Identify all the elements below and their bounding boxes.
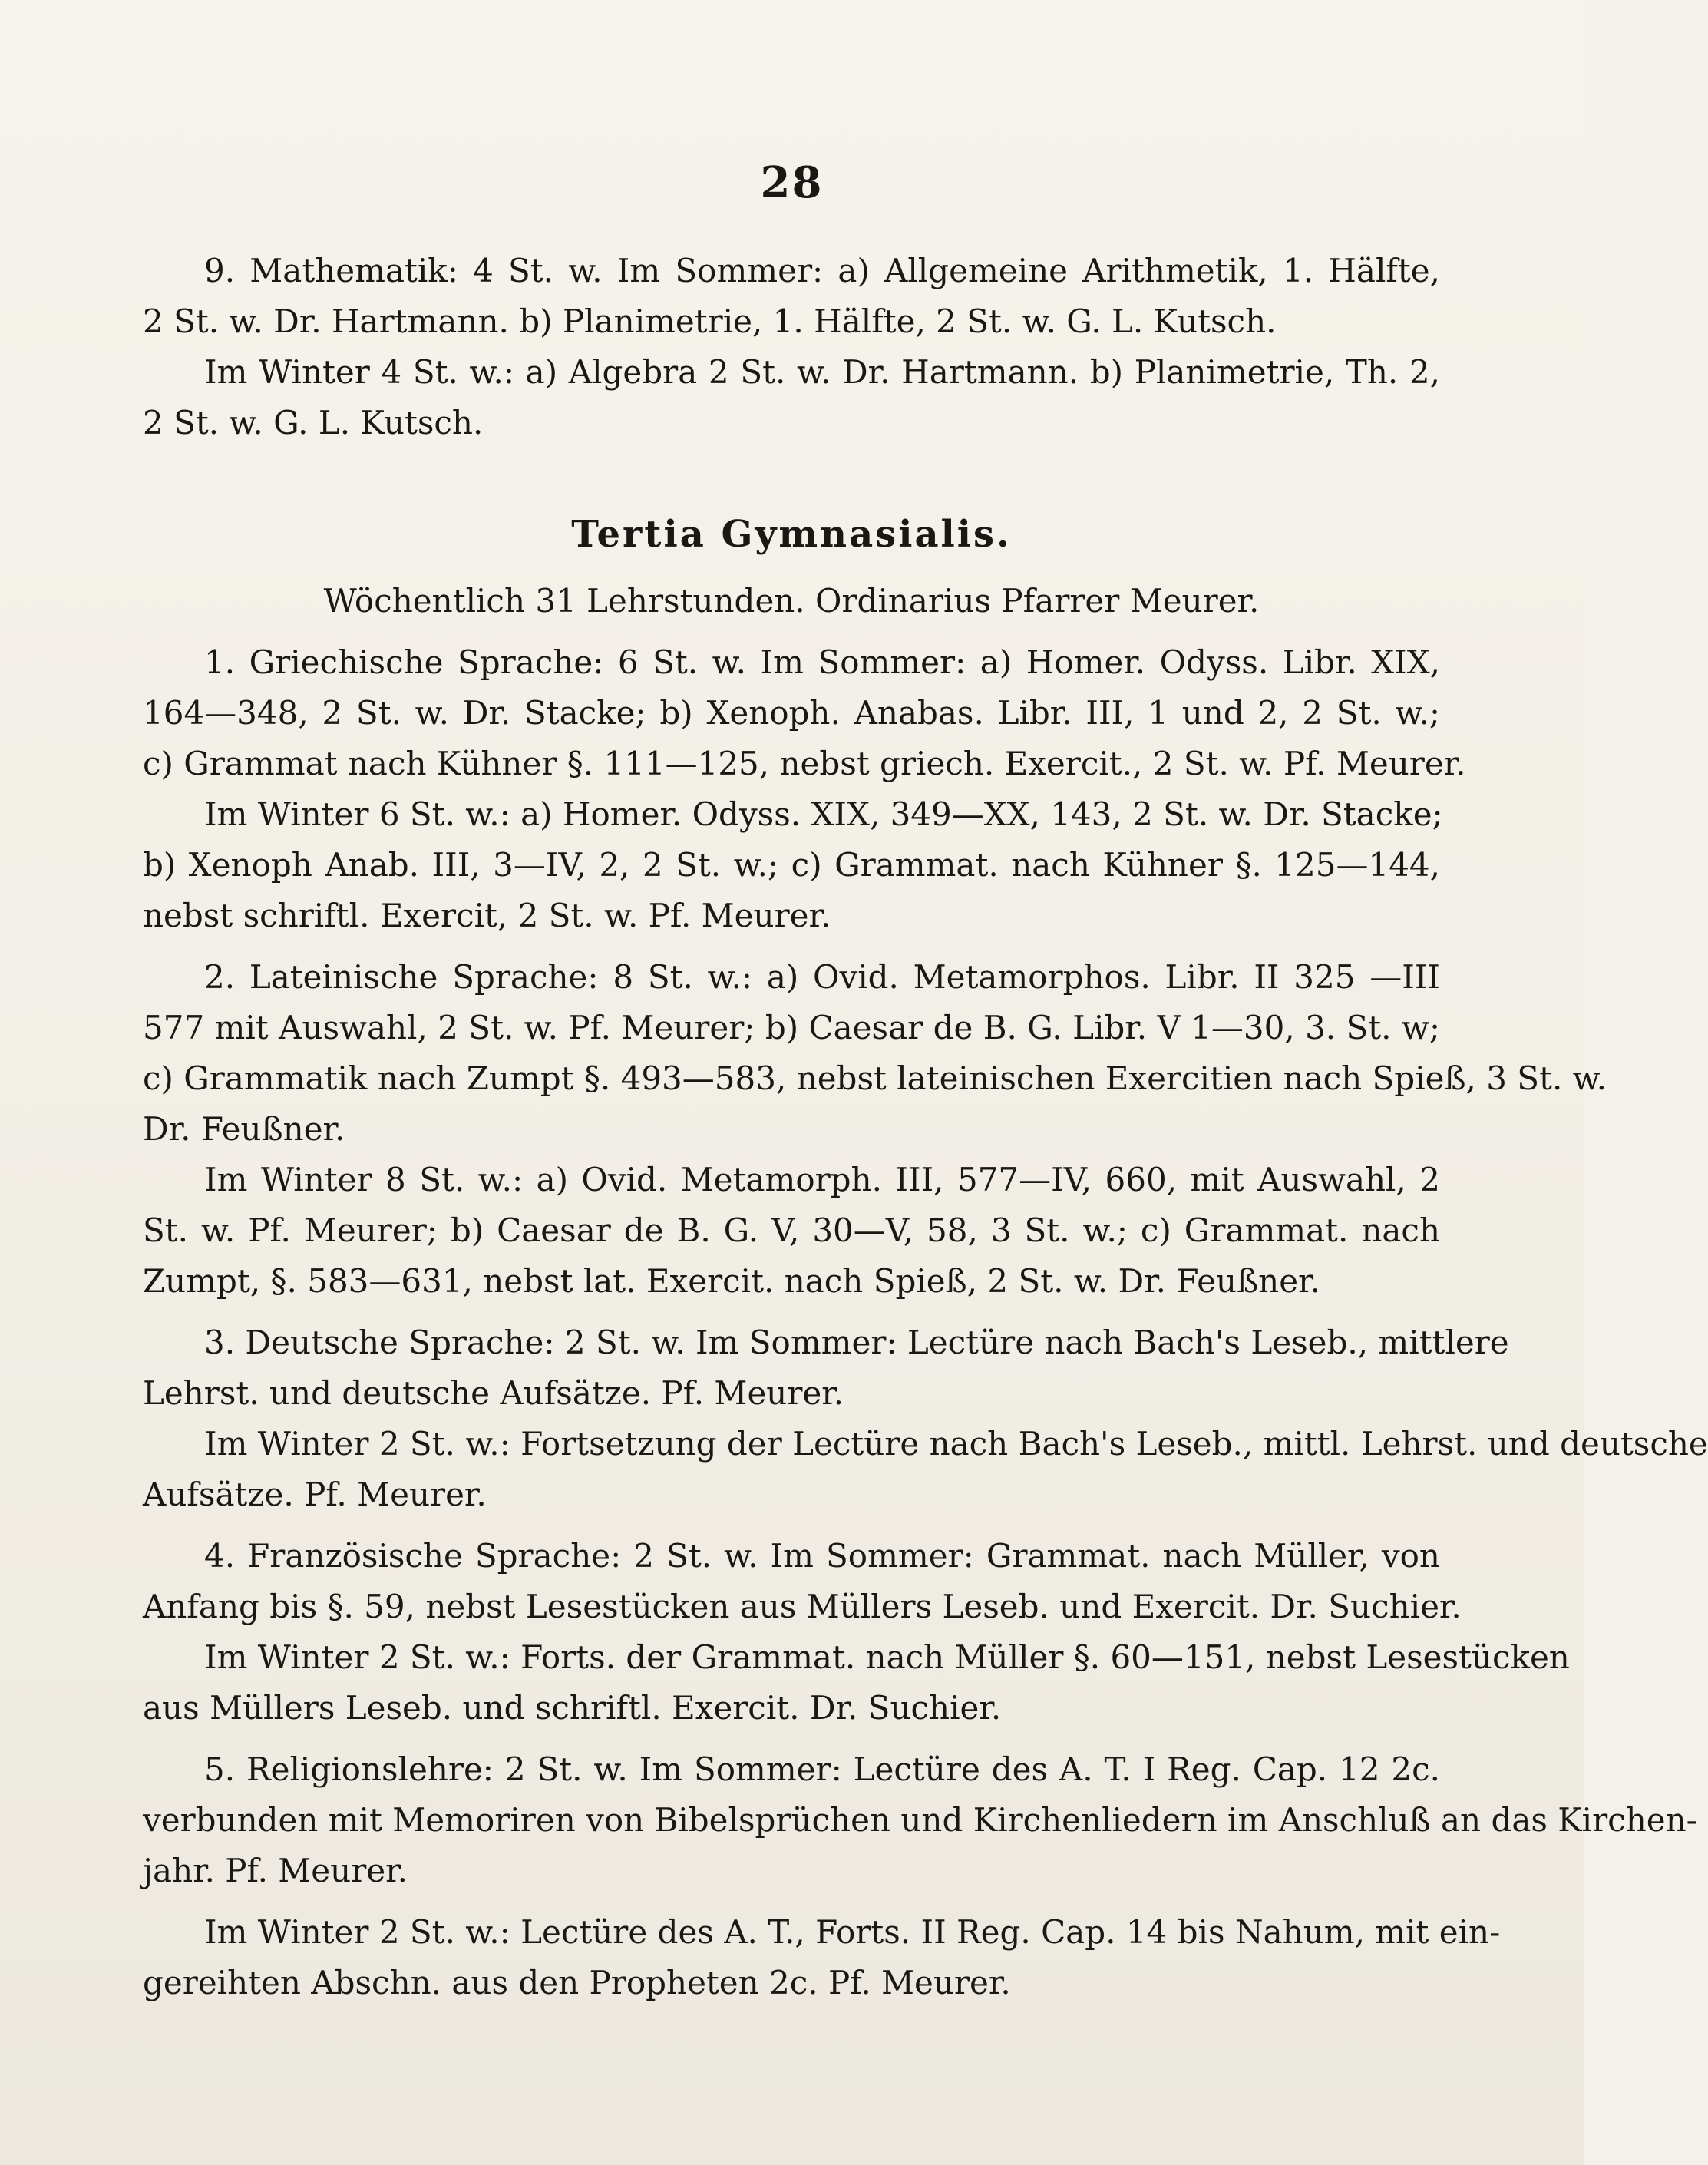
text-line: 2 St. w. G. L. Kutsch. — [143, 404, 484, 441]
mathematik-paragraph — [143, 246, 1440, 448]
text-line: 164—348, 2 St. w. Dr. Stacke; b) Xenoph. Anabas. Libr. III, 1 und 2, 2 St. w.; — [143, 694, 1440, 732]
text-line: Im Winter 2 St. w.: Fortsetzung der Lectüre nach Bach's Leseb., mittl. Lehrst. und deutsche — [204, 1425, 1708, 1463]
text-line: verbunden mit Memoriren von Bibelsprüchen und Kirchenliedern im Anschluß an das Kirchen- — [143, 1801, 1697, 1839]
deutsch-paragraph — [143, 1317, 1708, 1520]
text-line: 1. Griechische Sprache: 6 St. w. Im Sommer: a) Homer. Odyss. Libr. XIX, — [204, 643, 1440, 681]
text-line: gereihten Abschn. aus den Propheten 2c. Pf. Meurer. — [143, 1964, 1011, 2001]
text-line: St. w. Pf. Meurer; b) Caesar de B. G. V, 30—V, 58, 3 St. w.; c) Grammat. nach — [143, 1211, 1440, 1249]
text-line: 3. Deutsche Sprache: 2 St. w. Im Sommer: Lectüre nach Bach's Leseb., mittlere — [204, 1324, 1509, 1361]
text-line: Anfang bis §. 59, nebst Lesestücken aus Müllers Leseb. und Exercit. Dr. Suchier. — [143, 1588, 1462, 1625]
text-line: Im Winter 8 St. w.: a) Ovid. Metamorph. III, 577—IV, 660, mit Auswahl, 2 — [204, 1161, 1440, 1198]
text-line: Im Winter 4 St. w.: a) Algebra 2 St. w. Dr. Hartmann. b) Planimetrie, Th. 2, — [204, 353, 1440, 391]
section-subtitle: Wöchentlich 31 Lehrstunden. Ordinarius Pfarrer Meurer. — [323, 582, 1260, 620]
page-content — [143, 246, 1708, 2008]
text-line: b) Xenoph Anab. III, 3—IV, 2, 2 St. w.; c) Grammat. nach Kühner §. 125—144, — [143, 846, 1440, 884]
text-line: jahr. Pf. Meurer. — [143, 1852, 408, 1889]
text-line: c) Grammat nach Kühner §. 111—125, nebst griech. Exercit., 2 St. w. Pf. Meurer. — [143, 745, 1466, 782]
text-line: Lehrst. und deutsche Aufsätze. Pf. Meurer. — [143, 1374, 844, 1412]
text-line: aus Müllers Leseb. und schriftl. Exercit. Dr. Suchier. — [143, 1689, 1002, 1727]
text-line: c) Grammatik nach Zumpt §. 493—583, nebst lateinischen Exercitien nach Spieß, 3 St. w. — [143, 1059, 1607, 1097]
section-title: Tertia Gymnasialis. — [571, 513, 1012, 556]
franzoesisch-paragraph — [143, 1531, 1570, 1734]
text-line: 9. Mathematik: 4 St. w. Im Sommer: a) Allgemeine Arithmetik, 1. Hälfte, — [204, 252, 1440, 289]
text-line: nebst schriftl. Exercit, 2 St. w. Pf. Meurer. — [143, 897, 831, 934]
text-line: Im Winter 2 St. w.: Lectüre des A. T., Forts. II Reg. Cap. 14 bis Nahum, mit ein- — [204, 1913, 1501, 1951]
text-line: Dr. Feußner. — [143, 1110, 345, 1148]
text-line: 2 St. w. Dr. Hartmann. b) Planimetrie, 1. Hälfte, 2 St. w. G. L. Kutsch. — [143, 302, 1277, 340]
text-line: Im Winter 6 St. w.: a) Homer. Odyss. XIX, 349—XX, 143, 2 St. w. Dr. Stacke; — [204, 795, 1443, 833]
religion-paragraph — [143, 1744, 1697, 2008]
text-line: 2. Lateinische Sprache: 8 St. w.: a) Ovid. Metamorphos. Libr. II 325 —III — [204, 958, 1440, 996]
text-line: Zumpt, §. 583—631, nebst lat. Exercit. nach Spieß, 2 St. w. Dr. Feußner. — [143, 1262, 1320, 1300]
text-line: 4. Französische Sprache: 2 St. w. Im Sommer: Grammat. nach Müller, von — [204, 1537, 1440, 1575]
text-line: Aufsätze. Pf. Meurer. — [143, 1476, 487, 1513]
text-line: 577 mit Auswahl, 2 St. w. Pf. Meurer; b) Caesar de B. G. Libr. V 1—30, 3. St. w; — [143, 1009, 1440, 1046]
text-line: Im Winter 2 St. w.: Forts. der Grammat. nach Müller §. 60—151, nebst Lesestücken — [204, 1638, 1570, 1676]
lateinisch-paragraph — [143, 952, 1607, 1307]
page-number: 28 — [760, 157, 824, 208]
text-line: 5. Religionslehre: 2 St. w. Im Sommer: Lectüre des A. T. I Reg. Cap. 12 2c. — [204, 1750, 1440, 1788]
griechisch-paragraph — [143, 637, 1466, 941]
